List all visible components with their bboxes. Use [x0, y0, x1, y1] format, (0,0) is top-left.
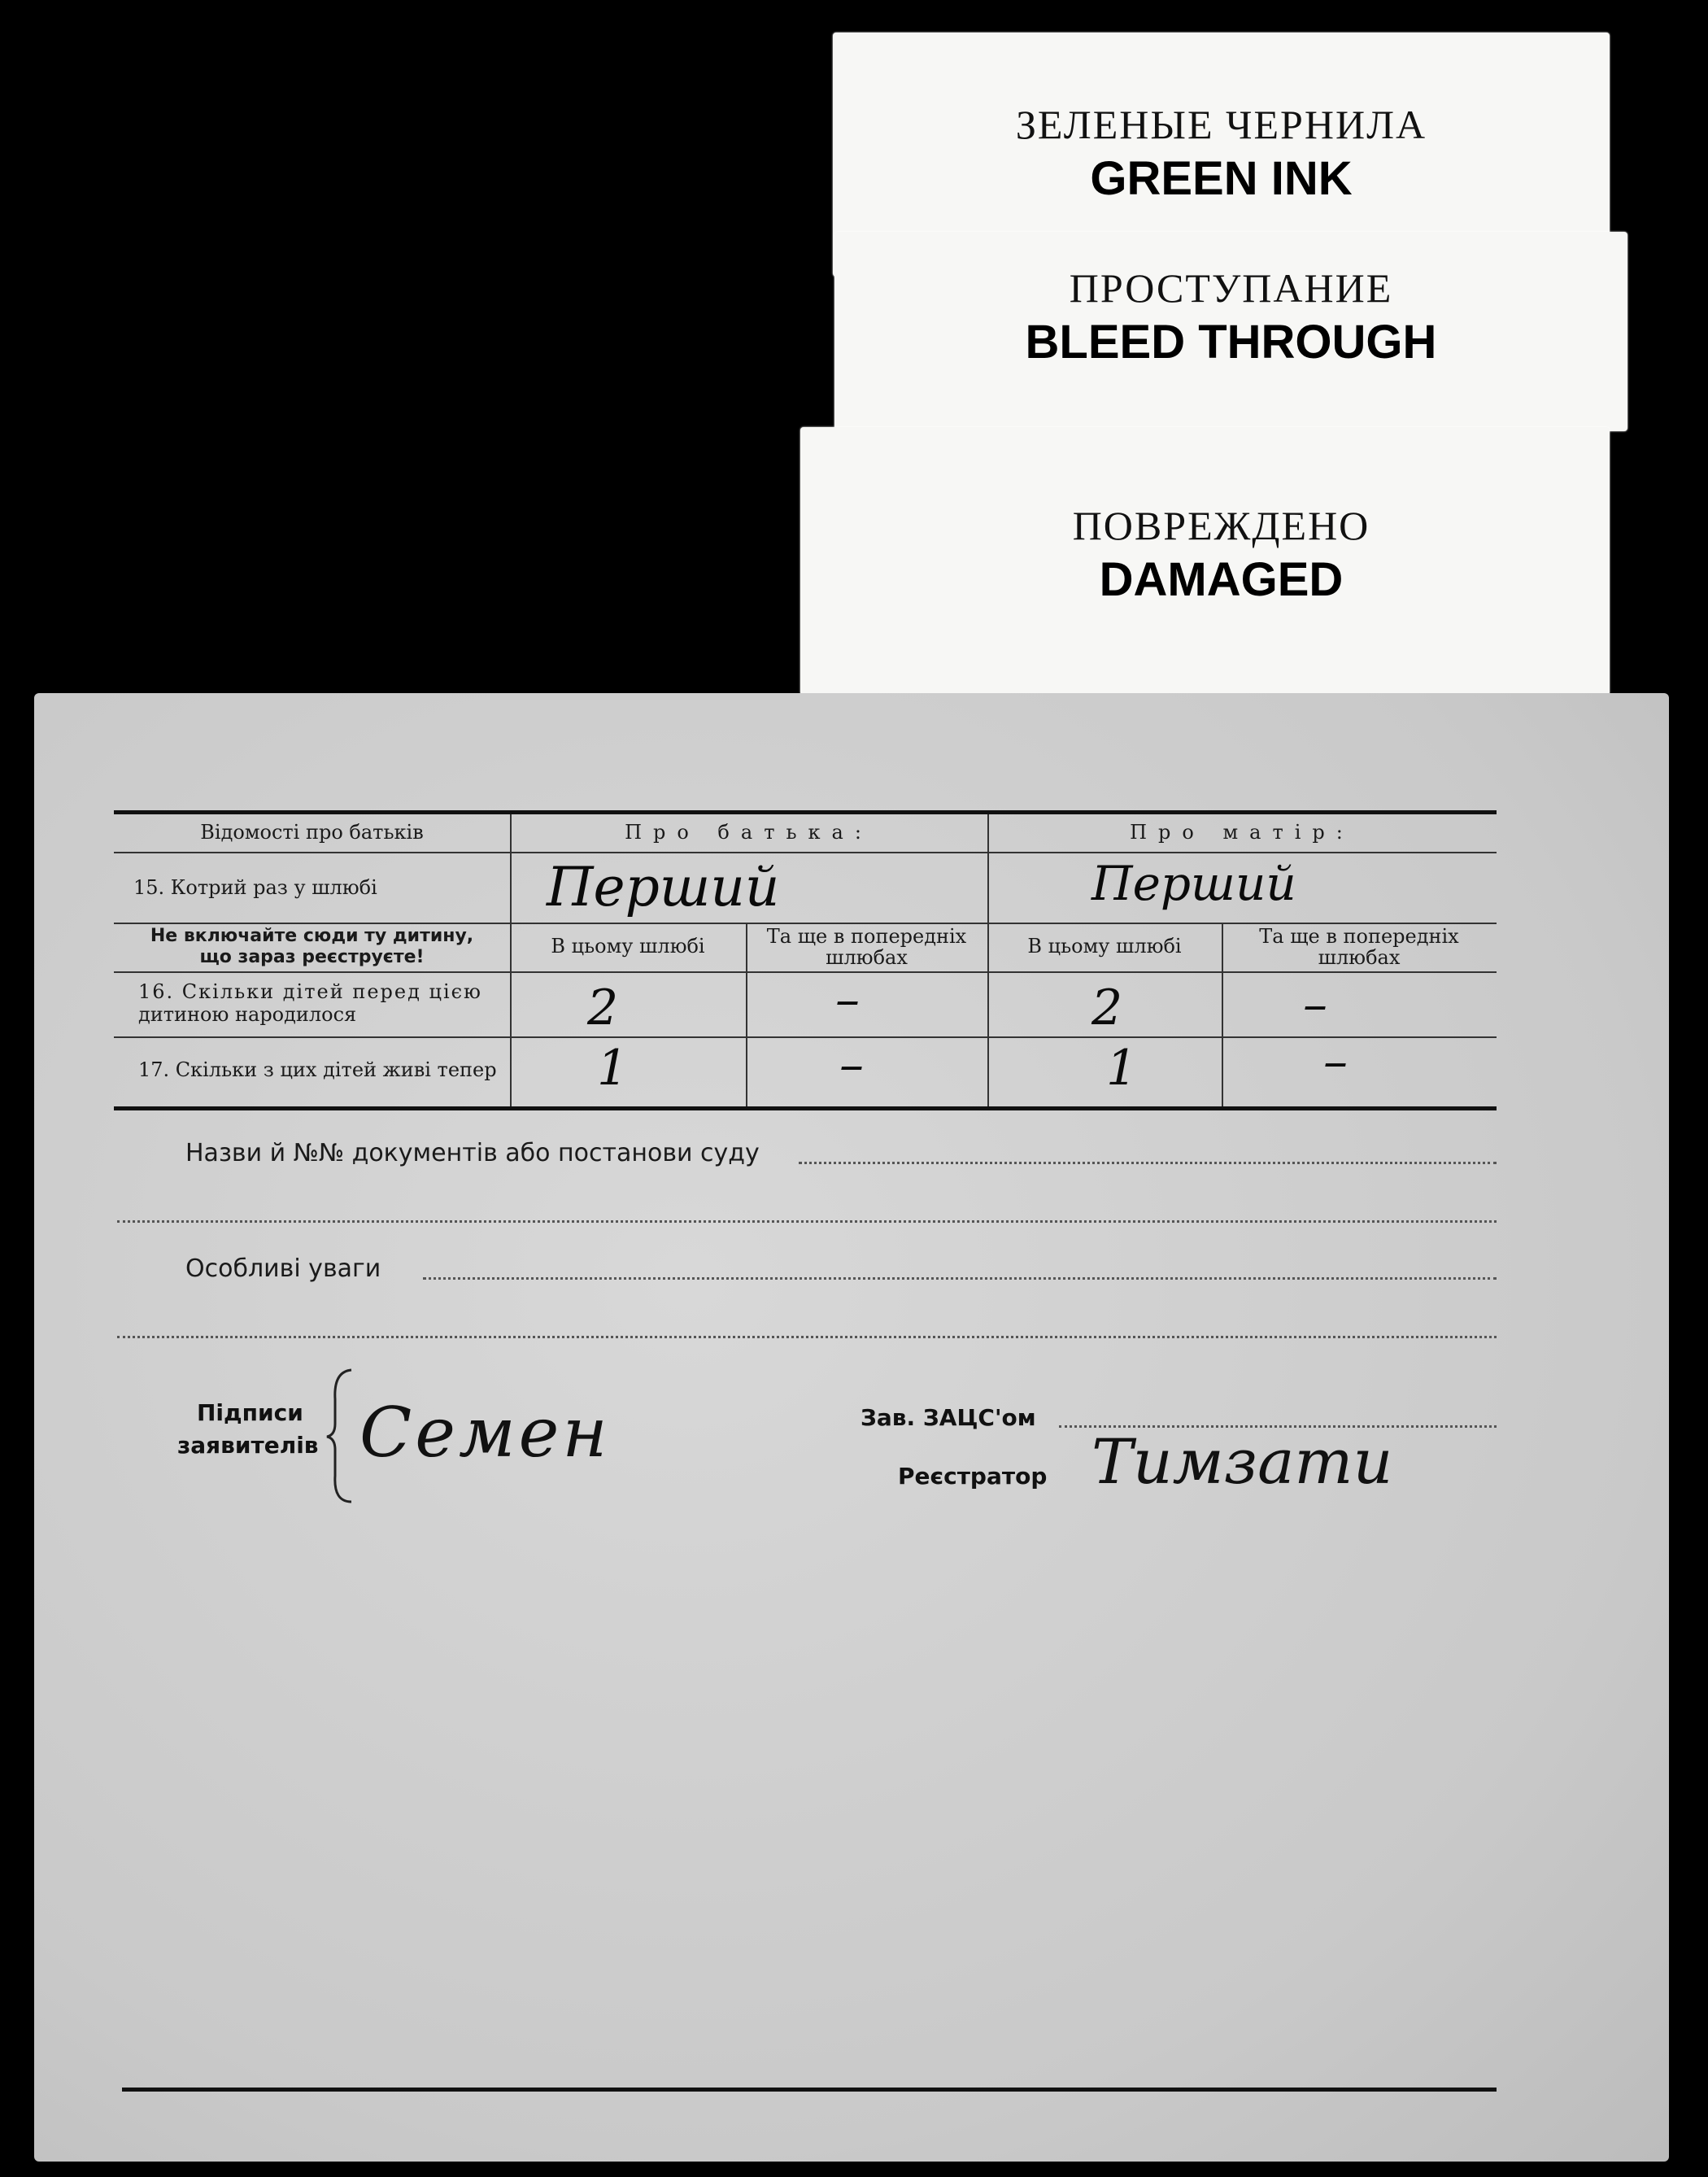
bottom-rule	[122, 2088, 1497, 2092]
header-parents-info: Відомості про батьків	[200, 821, 424, 844]
row16-mother-this: 2	[1091, 979, 1123, 1036]
documents-label: Назви й №№ документів або постанови суду	[185, 1139, 760, 1167]
applicant-signature: Семен	[359, 1393, 611, 1472]
header-divider	[114, 852, 1497, 853]
green-ink-tag-ru: ЗЕЛЕНЫЕ ЧЕРНИЛА	[1015, 102, 1427, 147]
damaged-tag	[800, 427, 1610, 696]
registrar-label: Реєстратор	[898, 1463, 1048, 1490]
bleed-through-tag-en: BLEED THROUGH	[1025, 316, 1437, 369]
header-father: Про батька:	[625, 821, 873, 844]
father-this-marriage-header: В цьому шлюбі	[551, 935, 705, 958]
father-prev-marriage-header-1: Та ще в попередніх	[766, 925, 967, 948]
note-line2: що зараз реєструєте!	[199, 947, 425, 967]
note-line1: Не включайте сюди ту дитину,	[150, 926, 474, 946]
table-bottom-rule	[114, 1106, 1497, 1110]
row17-mother-this: 1	[1106, 1040, 1138, 1097]
signatures-label-line2: заявителів	[177, 1432, 319, 1459]
damaged-tag-en: DAMAGED	[1099, 553, 1344, 606]
documents-line-2	[117, 1220, 1497, 1223]
mother-this-marriage-header: В цьому шлюбі	[1027, 935, 1182, 958]
bleed-through-tag	[834, 232, 1627, 431]
row17-label: 17. Скільки з цих дітей живі тепер	[138, 1058, 497, 1081]
mother-prev-marriage-header-2: шлюбах	[1318, 946, 1401, 969]
note-divider	[114, 971, 1497, 973]
documents-line-1	[799, 1162, 1497, 1164]
row16-father-prev: –	[835, 971, 860, 1028]
registrar-signature: Тимзати	[1091, 1425, 1393, 1498]
row15-mother-handwritten: Перший	[1091, 856, 1296, 911]
col-divider-2	[987, 814, 989, 1106]
table-top-rule	[114, 810, 1497, 814]
row15-label: 15. Котрий раз у шлюбі	[133, 876, 377, 899]
signatures-brace	[325, 1367, 358, 1505]
remarks-line-2	[117, 1336, 1497, 1338]
row17-mother-prev: –	[1323, 1033, 1348, 1090]
row16-label-line1: 16. Скільки дітей перед цією	[138, 980, 482, 1003]
signatures-label-line1: Підписи	[197, 1399, 303, 1426]
row16-label-line2: дитиною народилося	[138, 1003, 357, 1026]
bleed-through-tag-ru: ПРОСТУПАНИЕ	[1069, 265, 1393, 311]
row17-father-this: 1	[597, 1040, 629, 1097]
row15-divider	[114, 923, 1497, 924]
father-prev-marriage-header-2: шлюбах	[826, 946, 908, 969]
green-ink-tag-en: GREEN INK	[1090, 152, 1353, 205]
form-sheet	[34, 693, 1669, 2162]
mother-prev-marriage-header-1: Та ще в попередніх	[1259, 925, 1459, 948]
damaged-tag-ru: ПОВРЕЖДЕНО	[1072, 503, 1370, 548]
header-mother: Про матір:	[1130, 821, 1354, 844]
row17-father-prev: –	[839, 1036, 864, 1093]
row16-father-this: 2	[587, 979, 619, 1036]
row16-divider	[114, 1036, 1497, 1038]
remarks-label: Особливі уваги	[185, 1254, 381, 1283]
remarks-line-1	[423, 1277, 1497, 1280]
row16-mother-prev: –	[1303, 976, 1327, 1033]
head-zags-label: Зав. ЗАЦС'ом	[861, 1404, 1036, 1431]
row15-father-handwritten: Перший	[547, 856, 780, 918]
